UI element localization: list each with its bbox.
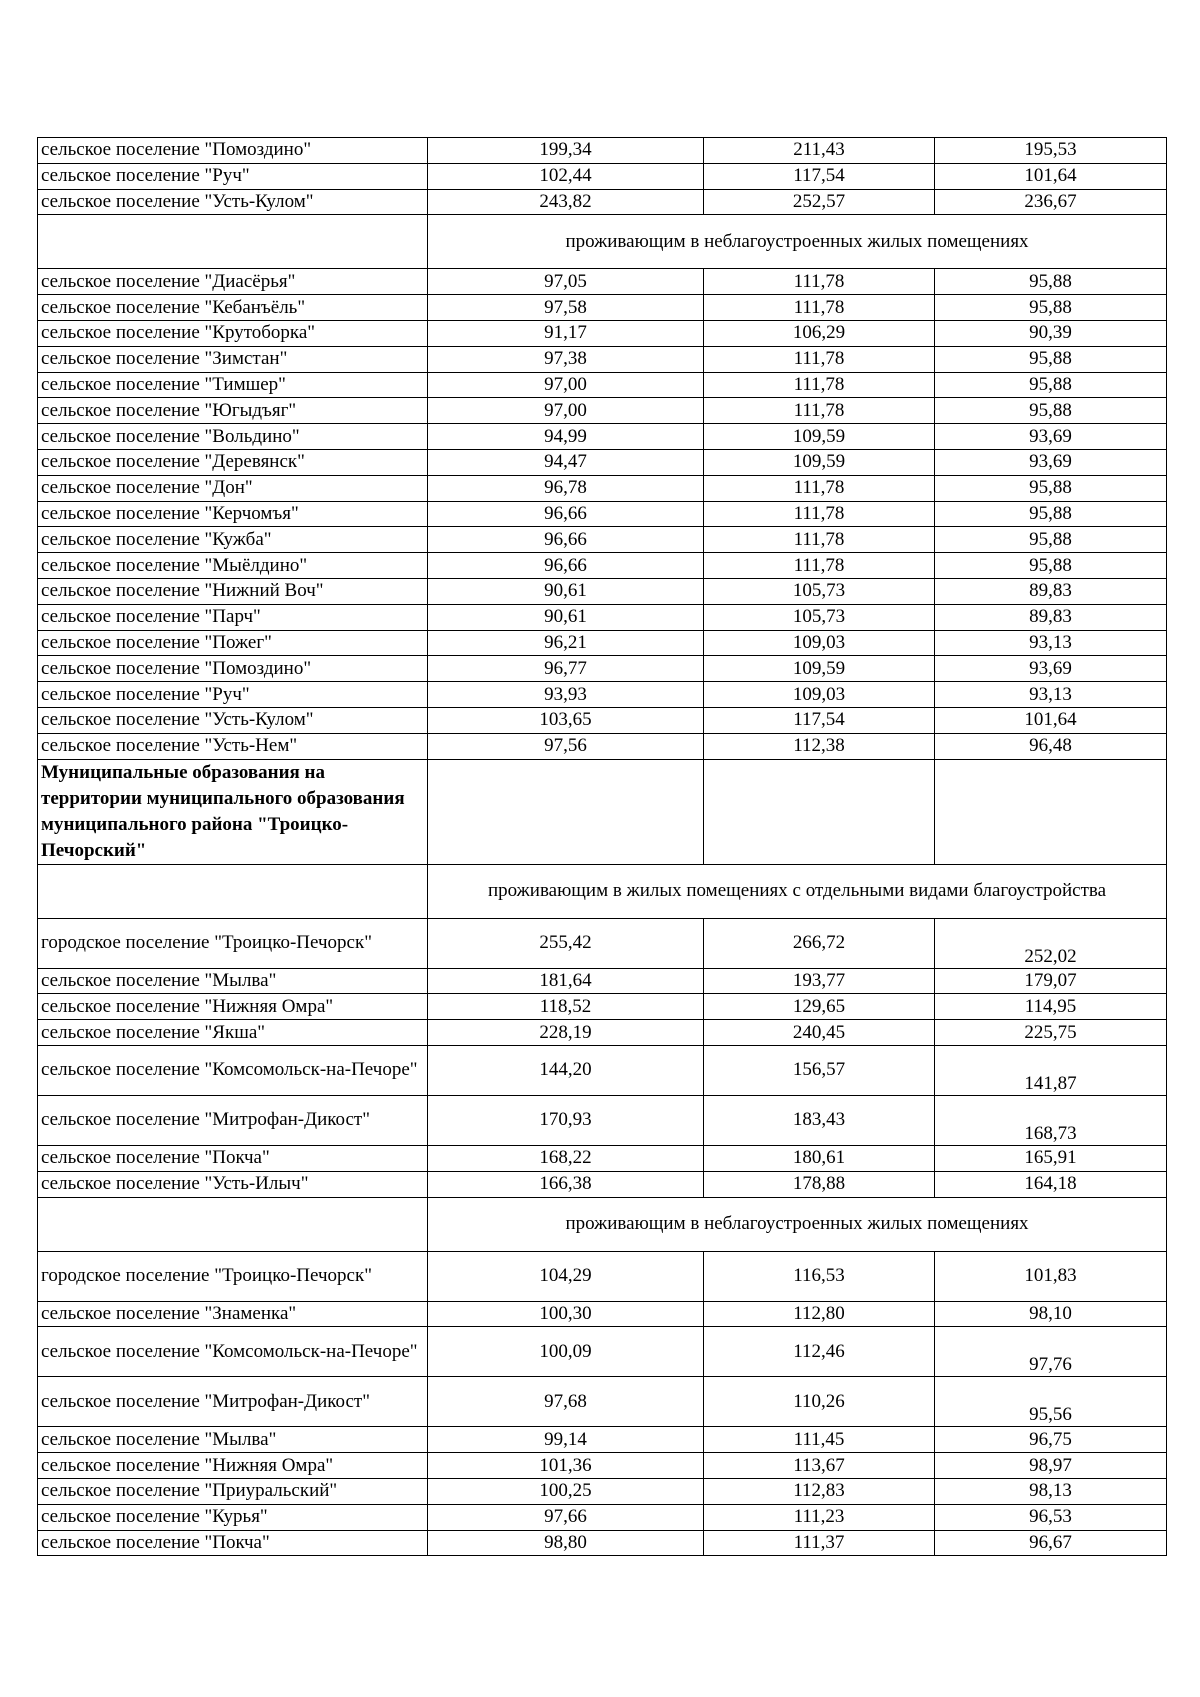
value-col-3: 95,88 bbox=[935, 501, 1167, 527]
value-col-2: 109,03 bbox=[704, 682, 935, 708]
table-row bbox=[38, 553, 1167, 579]
value-col-1: 97,56 bbox=[428, 733, 704, 759]
table-row bbox=[38, 163, 1167, 189]
table-row bbox=[38, 1327, 1167, 1377]
value-col-3: 225,75 bbox=[935, 1020, 1167, 1046]
table-row bbox=[38, 994, 1167, 1020]
value-col-3: 89,83 bbox=[935, 604, 1167, 630]
value-col-3: 95,88 bbox=[935, 527, 1167, 553]
value-col-3: 95,88 bbox=[935, 475, 1167, 501]
value-col-1: 100,09 bbox=[428, 1327, 704, 1377]
value-col-1: 255,42 bbox=[428, 918, 704, 968]
table-row bbox=[38, 424, 1167, 450]
value-col-2: 111,45 bbox=[704, 1427, 935, 1453]
value-col-3: 96,75 bbox=[935, 1427, 1167, 1453]
settlement-name: сельское поселение "Усть-Кулом" bbox=[38, 707, 428, 733]
section-subheader-row bbox=[38, 864, 1167, 918]
value-col-1: 104,29 bbox=[428, 1251, 704, 1301]
settlement-name: сельское поселение "Митрофан-Дикост" bbox=[38, 1095, 428, 1145]
value-col-3: 101,64 bbox=[935, 163, 1167, 189]
value-col-2: 211,43 bbox=[704, 138, 935, 164]
value-col-1: 93,93 bbox=[428, 682, 704, 708]
value-col-1: 102,44 bbox=[428, 163, 704, 189]
table-row bbox=[38, 398, 1167, 424]
value-col-3: 114,95 bbox=[935, 994, 1167, 1020]
empty-cell bbox=[428, 759, 704, 864]
table-row bbox=[38, 682, 1167, 708]
municipality-heading-row bbox=[38, 759, 1167, 864]
settlement-name: сельское поселение "Тимшер" bbox=[38, 372, 428, 398]
settlement-name: сельское поселение "Мылва" bbox=[38, 968, 428, 994]
settlement-name: сельское поселение "Помоздино" bbox=[38, 138, 428, 164]
settlement-name: сельское поселение "Мыёлдино" bbox=[38, 553, 428, 579]
value-col-1: 97,68 bbox=[428, 1377, 704, 1427]
value-col-1: 168,22 bbox=[428, 1145, 704, 1171]
settlement-name: сельское поселение "Комсомольск-на-Печоре" bbox=[38, 1045, 428, 1095]
table-row bbox=[38, 578, 1167, 604]
value-col-2: 105,73 bbox=[704, 578, 935, 604]
value-col-3: 96,53 bbox=[935, 1504, 1167, 1530]
table-row bbox=[38, 501, 1167, 527]
settlement-name: сельское поселение "Руч" bbox=[38, 163, 428, 189]
value-col-1: 101,36 bbox=[428, 1453, 704, 1479]
value-col-3: 98,97 bbox=[935, 1453, 1167, 1479]
value-col-2: 111,78 bbox=[704, 346, 935, 372]
settlement-name: сельское поселение "Югыдъяг" bbox=[38, 398, 428, 424]
table-row bbox=[38, 320, 1167, 346]
settlement-name: сельское поселение "Покча" bbox=[38, 1145, 428, 1171]
table-row bbox=[38, 1145, 1167, 1171]
value-col-1: 96,66 bbox=[428, 527, 704, 553]
value-col-3: 141,87 bbox=[935, 1045, 1167, 1095]
value-col-3: 93,69 bbox=[935, 449, 1167, 475]
value-col-2: 109,59 bbox=[704, 449, 935, 475]
value-col-2: 112,38 bbox=[704, 733, 935, 759]
table-row bbox=[38, 527, 1167, 553]
settlement-name: городское поселение "Троицко-Печорск" bbox=[38, 1251, 428, 1301]
section-subheader: проживающим в неблагоустроенных жилых помещениях bbox=[428, 215, 1167, 269]
settlement-name: сельское поселение "Приуральский" bbox=[38, 1478, 428, 1504]
value-col-1: 94,99 bbox=[428, 424, 704, 450]
value-col-3: 90,39 bbox=[935, 320, 1167, 346]
settlement-name: сельское поселение "Помоздино" bbox=[38, 656, 428, 682]
value-col-2: 112,46 bbox=[704, 1327, 935, 1377]
value-col-3: 95,88 bbox=[935, 346, 1167, 372]
value-col-3: 252,02 bbox=[935, 918, 1167, 968]
settlement-name: сельское поселение "Якша" bbox=[38, 1020, 428, 1046]
table-row bbox=[38, 346, 1167, 372]
value-col-2: 193,77 bbox=[704, 968, 935, 994]
settlement-name: сельское поселение "Керчомъя" bbox=[38, 501, 428, 527]
settlement-name: сельское поселение "Курья" bbox=[38, 1504, 428, 1530]
value-col-3: 96,48 bbox=[935, 733, 1167, 759]
table-row bbox=[38, 918, 1167, 968]
settlement-name: сельское поселение "Усть-Кулом" bbox=[38, 189, 428, 215]
value-col-2: 112,83 bbox=[704, 1478, 935, 1504]
settlement-name: сельское поселение "Знаменка" bbox=[38, 1301, 428, 1327]
settlement-name: сельское поселение "Мылва" bbox=[38, 1427, 428, 1453]
section-subheader-row bbox=[38, 1197, 1167, 1251]
table-row bbox=[38, 1020, 1167, 1046]
settlement-name: сельское поселение "Покча" bbox=[38, 1530, 428, 1556]
table-row bbox=[38, 449, 1167, 475]
value-col-3: 98,10 bbox=[935, 1301, 1167, 1327]
value-col-1: 99,14 bbox=[428, 1427, 704, 1453]
table-row bbox=[38, 1478, 1167, 1504]
value-col-2: 116,53 bbox=[704, 1251, 935, 1301]
settlement-name: сельское поселение "Диасёрья" bbox=[38, 269, 428, 295]
empty-cell bbox=[38, 1197, 428, 1251]
value-col-2: 111,78 bbox=[704, 398, 935, 424]
value-col-1: 94,47 bbox=[428, 449, 704, 475]
settlement-name: сельское поселение "Митрофан-Дикост" bbox=[38, 1377, 428, 1427]
value-col-3: 93,13 bbox=[935, 630, 1167, 656]
value-col-3: 164,18 bbox=[935, 1171, 1167, 1197]
section-subheader-row bbox=[38, 215, 1167, 269]
section-subheader: проживающим в неблагоустроенных жилых помещениях bbox=[428, 1197, 1167, 1251]
empty-cell bbox=[935, 759, 1167, 864]
value-col-1: 118,52 bbox=[428, 994, 704, 1020]
table-row bbox=[38, 1251, 1167, 1301]
value-col-1: 96,21 bbox=[428, 630, 704, 656]
table-row bbox=[38, 295, 1167, 321]
value-col-1: 97,00 bbox=[428, 372, 704, 398]
value-col-2: 178,88 bbox=[704, 1171, 935, 1197]
value-col-3: 89,83 bbox=[935, 578, 1167, 604]
table-row bbox=[38, 1171, 1167, 1197]
empty-cell bbox=[38, 215, 428, 269]
value-col-3: 93,69 bbox=[935, 424, 1167, 450]
table-row bbox=[38, 1045, 1167, 1095]
empty-cell bbox=[704, 759, 935, 864]
municipality-heading: Муниципальные образования на территории муниципального образования муниципального района "Троицко-Печорский" bbox=[38, 759, 428, 864]
section-subheader: проживающим в жилых помещениях с отдельными видами благоустройства bbox=[428, 864, 1167, 918]
value-col-1: 181,64 bbox=[428, 968, 704, 994]
settlement-name: сельское поселение "Дон" bbox=[38, 475, 428, 501]
table-row bbox=[38, 372, 1167, 398]
value-col-2: 111,23 bbox=[704, 1504, 935, 1530]
empty-cell bbox=[38, 864, 428, 918]
value-col-3: 95,88 bbox=[935, 553, 1167, 579]
settlement-name: сельское поселение "Нижняя Омра" bbox=[38, 1453, 428, 1479]
settlement-name: сельское поселение "Нижний Воч" bbox=[38, 578, 428, 604]
table-row bbox=[38, 1453, 1167, 1479]
settlement-name: сельское поселение "Кебанъёль" bbox=[38, 295, 428, 321]
table-row bbox=[38, 189, 1167, 215]
value-col-3: 236,67 bbox=[935, 189, 1167, 215]
value-col-2: 111,78 bbox=[704, 501, 935, 527]
settlement-name: сельское поселение "Кужба" bbox=[38, 527, 428, 553]
settlement-name: сельское поселение "Нижняя Омра" bbox=[38, 994, 428, 1020]
table-row bbox=[38, 707, 1167, 733]
settlement-name: сельское поселение "Комсомольск-на-Печоре" bbox=[38, 1327, 428, 1377]
table-row bbox=[38, 1427, 1167, 1453]
value-col-2: 180,61 bbox=[704, 1145, 935, 1171]
value-col-3: 95,56 bbox=[935, 1377, 1167, 1427]
table-row bbox=[38, 1530, 1167, 1556]
value-col-2: 252,57 bbox=[704, 189, 935, 215]
value-col-1: 100,30 bbox=[428, 1301, 704, 1327]
settlement-name: городское поселение "Троицко-Печорск" bbox=[38, 918, 428, 968]
value-col-1: 97,38 bbox=[428, 346, 704, 372]
settlement-name: сельское поселение "Руч" bbox=[38, 682, 428, 708]
value-col-1: 100,25 bbox=[428, 1478, 704, 1504]
value-col-3: 179,07 bbox=[935, 968, 1167, 994]
value-col-2: 117,54 bbox=[704, 163, 935, 189]
value-col-2: 109,59 bbox=[704, 424, 935, 450]
value-col-1: 96,66 bbox=[428, 501, 704, 527]
settlement-name: сельское поселение "Зимстан" bbox=[38, 346, 428, 372]
value-col-2: 129,65 bbox=[704, 994, 935, 1020]
table-row bbox=[38, 630, 1167, 656]
value-col-3: 93,69 bbox=[935, 656, 1167, 682]
value-col-3: 165,91 bbox=[935, 1145, 1167, 1171]
value-col-2: 117,54 bbox=[704, 707, 935, 733]
table-row bbox=[38, 269, 1167, 295]
value-col-3: 101,83 bbox=[935, 1251, 1167, 1301]
value-col-2: 111,37 bbox=[704, 1530, 935, 1556]
value-col-2: 106,29 bbox=[704, 320, 935, 346]
value-col-2: 156,57 bbox=[704, 1045, 935, 1095]
value-col-1: 243,82 bbox=[428, 189, 704, 215]
table-row bbox=[38, 1504, 1167, 1530]
value-col-1: 170,93 bbox=[428, 1095, 704, 1145]
value-col-1: 166,38 bbox=[428, 1171, 704, 1197]
value-col-2: 111,78 bbox=[704, 475, 935, 501]
table-row bbox=[38, 1301, 1167, 1327]
value-col-2: 109,03 bbox=[704, 630, 935, 656]
table-row bbox=[38, 1095, 1167, 1145]
table-row bbox=[38, 733, 1167, 759]
value-col-3: 168,73 bbox=[935, 1095, 1167, 1145]
table-row bbox=[38, 138, 1167, 164]
value-col-1: 98,80 bbox=[428, 1530, 704, 1556]
tariff-table bbox=[37, 137, 1167, 1556]
value-col-1: 97,00 bbox=[428, 398, 704, 424]
table-row bbox=[38, 1377, 1167, 1427]
settlement-name: сельское поселение "Крутоборка" bbox=[38, 320, 428, 346]
value-col-3: 95,88 bbox=[935, 398, 1167, 424]
value-col-1: 96,66 bbox=[428, 553, 704, 579]
value-col-2: 112,80 bbox=[704, 1301, 935, 1327]
value-col-3: 95,88 bbox=[935, 372, 1167, 398]
value-col-1: 97,05 bbox=[428, 269, 704, 295]
value-col-3: 93,13 bbox=[935, 682, 1167, 708]
value-col-3: 95,88 bbox=[935, 295, 1167, 321]
value-col-2: 111,78 bbox=[704, 553, 935, 579]
settlement-name: сельское поселение "Пожег" bbox=[38, 630, 428, 656]
value-col-3: 96,67 bbox=[935, 1530, 1167, 1556]
value-col-1: 228,19 bbox=[428, 1020, 704, 1046]
value-col-3: 101,64 bbox=[935, 707, 1167, 733]
table-row bbox=[38, 604, 1167, 630]
value-col-2: 110,26 bbox=[704, 1377, 935, 1427]
value-col-3: 95,88 bbox=[935, 269, 1167, 295]
value-col-1: 97,66 bbox=[428, 1504, 704, 1530]
value-col-1: 90,61 bbox=[428, 604, 704, 630]
settlement-name: сельское поселение "Деревянск" bbox=[38, 449, 428, 475]
value-col-2: 111,78 bbox=[704, 295, 935, 321]
value-col-3: 97,76 bbox=[935, 1327, 1167, 1377]
table-row bbox=[38, 475, 1167, 501]
settlement-name: сельское поселение "Вольдино" bbox=[38, 424, 428, 450]
value-col-1: 103,65 bbox=[428, 707, 704, 733]
settlement-name: сельское поселение "Парч" bbox=[38, 604, 428, 630]
value-col-2: 113,67 bbox=[704, 1453, 935, 1479]
settlement-name: сельское поселение "Усть-Илыч" bbox=[38, 1171, 428, 1197]
settlement-name: сельское поселение "Усть-Нем" bbox=[38, 733, 428, 759]
value-col-3: 98,13 bbox=[935, 1478, 1167, 1504]
value-col-1: 96,78 bbox=[428, 475, 704, 501]
value-col-1: 199,34 bbox=[428, 138, 704, 164]
value-col-1: 97,58 bbox=[428, 295, 704, 321]
value-col-2: 111,78 bbox=[704, 372, 935, 398]
value-col-1: 144,20 bbox=[428, 1045, 704, 1095]
value-col-2: 109,59 bbox=[704, 656, 935, 682]
value-col-2: 183,43 bbox=[704, 1095, 935, 1145]
value-col-1: 96,77 bbox=[428, 656, 704, 682]
value-col-2: 240,45 bbox=[704, 1020, 935, 1046]
value-col-2: 105,73 bbox=[704, 604, 935, 630]
table-row bbox=[38, 968, 1167, 994]
value-col-2: 111,78 bbox=[704, 527, 935, 553]
value-col-2: 111,78 bbox=[704, 269, 935, 295]
value-col-3: 195,53 bbox=[935, 138, 1167, 164]
table-row bbox=[38, 656, 1167, 682]
value-col-1: 91,17 bbox=[428, 320, 704, 346]
value-col-2: 266,72 bbox=[704, 918, 935, 968]
value-col-1: 90,61 bbox=[428, 578, 704, 604]
